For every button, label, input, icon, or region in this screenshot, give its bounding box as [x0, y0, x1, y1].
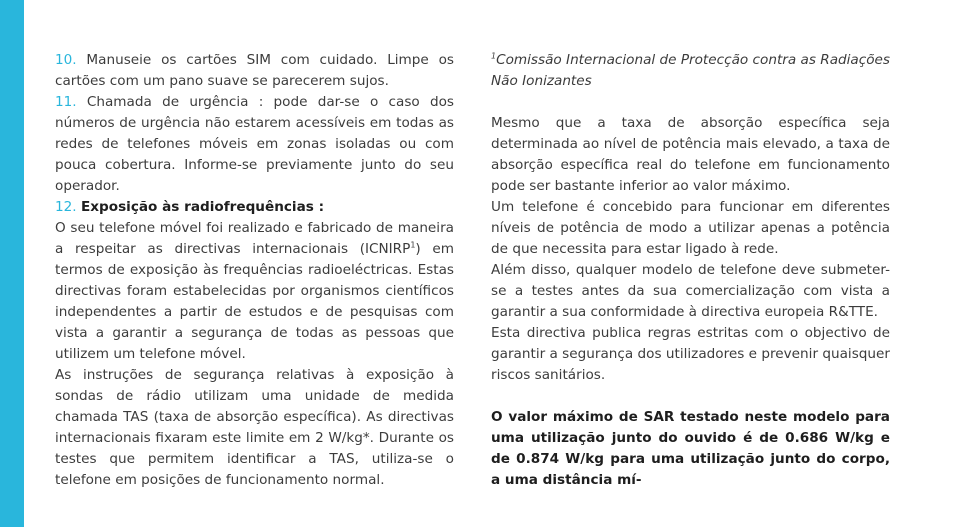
left-column — [55, 50, 454, 491]
spacer — [491, 92, 890, 113]
sar-paragraph-2: Um telefone é concebido para funcionar em diferentes níveis de potência de modo a utilizar apenas a potência de que necessita para estar ligado à rede. — [491, 199, 890, 257]
exposure-text-b: ) em termos de exposição às frequências radioeléctricas. Estas directivas foram estabelecidas por organismos científicos independentes a partir de estudos e de pesquisas com vista a garantir a segurança de todas as pessoas que utilizem um telefone móvel. — [55, 241, 455, 362]
item-12-heading — [55, 197, 454, 218]
spacer — [491, 386, 890, 407]
sar-paragraph-4: Esta directiva publica regras estritas com o objectivo de garantir a segurança dos utilizadores e prevenir quaisquer riscos sanitários. — [491, 325, 890, 383]
item-10 — [55, 50, 454, 92]
sar-paragraph-1: Mesmo que a taxa de absorção específica seja determinada ao nível de potência mais elevado, a taxa de absorção específica real do telefone em funcionamento pode ser bastante inferior ao valor máximo. — [491, 115, 890, 194]
item-11-number: 11. — [55, 94, 77, 110]
footnote-text: Comissão Internacional de Protecção contra as Radiações Não Ionizantes — [491, 52, 891, 89]
exposure-paragraph-2: As instruções de segurança relativas à exposição à sondas de rádio utilizam uma unidade de medida chamada TAS (taxa de absorção específica). As directivas internacionais fixaram este limite em 2 W/kg*. Durante os testes que permitem identificar a TAS, utiliza-se o telefone em posições de funcionamento normal. — [55, 367, 454, 488]
item-11 — [55, 92, 454, 197]
footnote-ref: 1 — [410, 240, 416, 250]
exposure-text-a: O seu telefone móvel foi realizado e fabricado de maneira a respeitar as directivas internacionais (ICNIRP — [55, 220, 454, 257]
item-10-number: 10. — [55, 52, 77, 68]
accent-side-bar — [0, 0, 24, 527]
footnote-marker: 1 — [491, 51, 497, 61]
sar-values-paragraph: O valor máximo de SAR testado neste modelo para uma utilização junto do ouvido é de 0.686 W/kg e de 0.874 W/kg para uma utilização junto do corpo, a uma distância mí- — [491, 409, 890, 488]
item-11-text: Chamada de urgência : pode dar-se o caso dos números de urgência não estarem acessíveis em todas as redes de telefones móveis em zonas isoladas ou com pouca cobertura. Informe-se previamente junto do seu operador. — [55, 94, 455, 194]
item-12-number: 12. — [55, 199, 77, 215]
right-column — [491, 50, 890, 491]
item-10-text: Manuseie os cartões SIM com cuidado. Limpe os cartões com um pano suave se parecerem sujos. — [55, 52, 454, 89]
sar-paragraph-3: Além disso, qualquer modelo de telefone deve submeter-se a testes antes da sua comercialização com vista a garantir a sua conformidade à directiva europeia R&TTE. — [491, 262, 890, 320]
exposure-paragraph-1 — [55, 218, 454, 365]
item-12-title: Exposição às radiofrequências : — [80, 199, 325, 215]
footnote — [491, 50, 890, 92]
